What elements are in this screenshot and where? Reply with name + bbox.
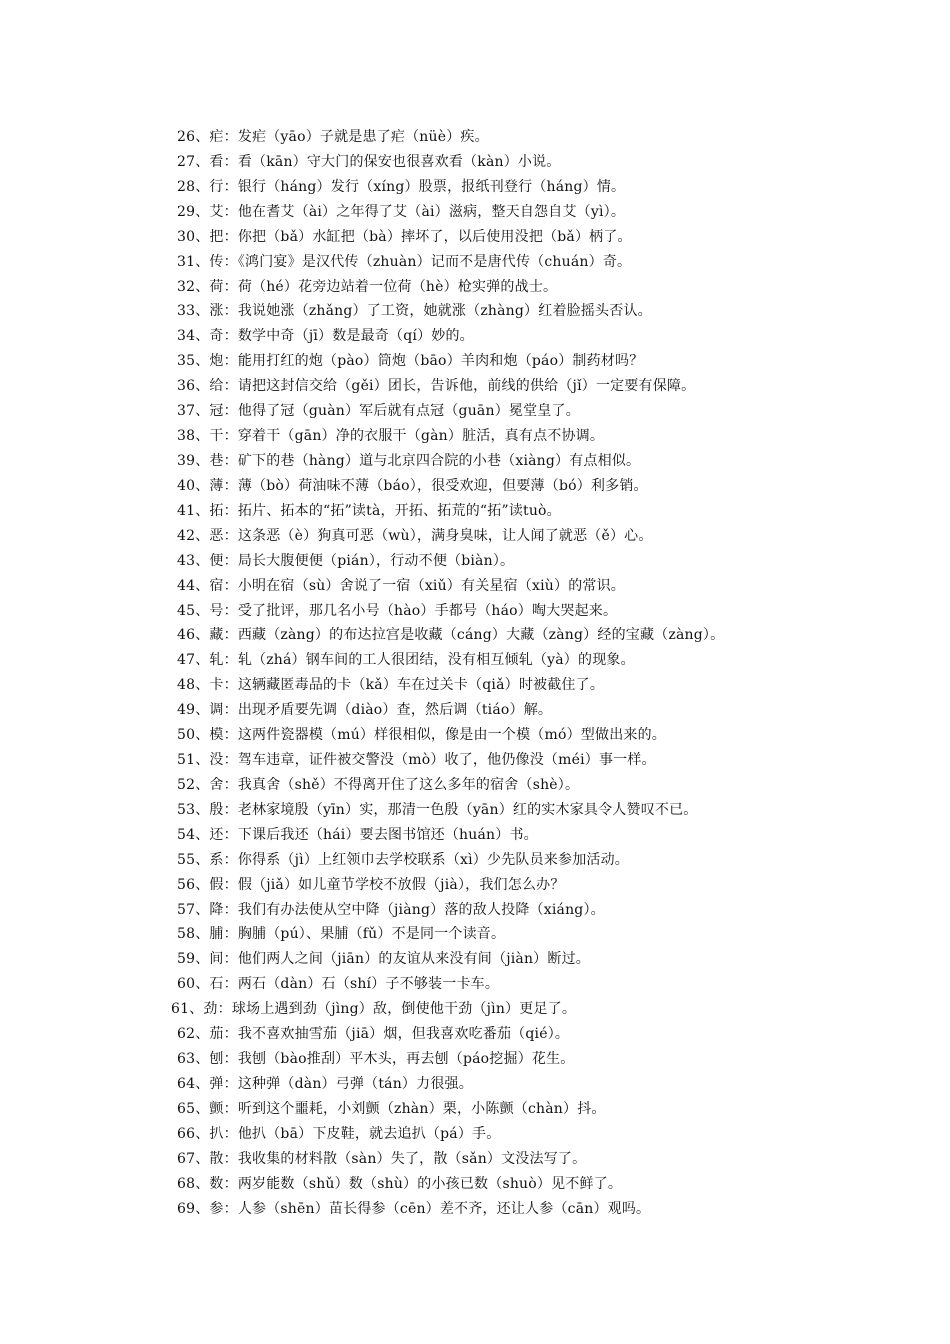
list-item: 34、奇：数学中奇（jī）数是最奇（qí）妙的。 [177, 328, 474, 345]
list-item: 32、荷：荷（hé）花旁边站着一位荷（hè）枪实弹的战士。 [177, 278, 558, 295]
list-item: 42、恶：这条恶（è）狗真可恶（wù），满身臭味，让人闻了就恶（ě）心。 [177, 527, 653, 544]
list-item: 41、拓：拓片、拓本的“拓”读tà，开拓、拓荒的“拓”读tuò。 [177, 502, 561, 519]
list-item: 37、冠：他得了冠（guàn）军后就有点冠（guān）冕堂皇了。 [177, 403, 580, 420]
list-item: 31、传：《鸿门宴》是汉代传（zhuàn）记而不是唐代传（chuán）奇。 [177, 253, 632, 270]
list-item: 57、降：我们有办法使从空中降（jiàng）落的敌人投降（xiáng）。 [177, 901, 605, 918]
list-item: 66、扒：他扒（bā）下皮鞋，就去追扒（pá）手。 [177, 1125, 501, 1142]
list-item: 62、茄：我不喜欢抽雪茄（jiā）烟，但我喜欢吃番茄（qié）。 [177, 1026, 570, 1043]
list-item: 39、巷：矿下的巷（hàng）道与北京四合院的小巷（xiàng）有点相似。 [177, 453, 641, 469]
list-item: 43、便：局长大腹便便（pián），行动不便（biàn）。 [177, 552, 515, 569]
list-item: 55、系：你得系（jì）上红领巾去学校联系（xì）少先队员来参加活动。 [177, 851, 630, 868]
list-item: 27、看：看（kān）守大门的保安也很喜欢看（kàn）小说。 [177, 153, 561, 170]
list-item: 69、参：人参（shēn）苗长得参（cēn）差不齐，还让人参（cān）观吗。 [177, 1200, 651, 1217]
list-item: 50、模：这两件瓷器模（mú）样很相似，像是由一个模（mó）型做出来的。 [177, 727, 667, 744]
list-item: 26、疟：发疟（yāo）子就是患了疟（nüè）疾。 [177, 129, 489, 145]
list-item: 54、还：下课后我还（hái）要去图书馆还（huán）书。 [177, 826, 538, 843]
list-item: 28、行：银行（háng）发行（xíng）股票，报纸刊登行（háng）情。 [177, 178, 626, 195]
list-item: 33、涨：我说她涨（zhǎng）了工资，她就涨（zhàng）红着脸摇头否认。 [177, 303, 652, 320]
list-item: 61、劲：球场上遇到劲（jìng）敌，倒使他干劲（jìn）更足了。 [171, 1001, 577, 1018]
list-item: 68、数：两岁能数（shǔ）数（shù）的小孩已数（shuò）见不鲜了。 [177, 1175, 623, 1192]
list-item: 67、散：我收集的材料散（sàn）失了，散（sǎn）文没法写了。 [177, 1150, 587, 1167]
list-item: 65、颤：听到这个噩耗，小刘颤（zhàn）栗，小陈颤（chàn）抖。 [177, 1100, 606, 1117]
list-item: 46、藏：西藏（zàng）的布达拉宫是收藏（cáng）大藏（zàng）经的宝藏（zàng）。 [177, 627, 725, 644]
list-item: 44、宿：小明在宿（sù）舍说了一宿（xiǔ）有关星宿（xiù）的常识。 [177, 577, 625, 594]
list-item: 56、假：假（jiǎ）如儿童节学校不放假（jià），我们怎么办？ [177, 876, 565, 893]
list-item: 45、号：受了批评，那几名小号（hào）手都号（háo）啕大哭起来。 [177, 602, 618, 619]
list-item: 59、间：他们两人之间（jiān）的友谊从来没有间（jiàn）断过。 [177, 951, 590, 968]
list-item: 64、弹：这种弹（dàn）弓弹（tán）力很强。 [177, 1076, 473, 1092]
list-item: 30、把：你把（bǎ）水缸把（bà）摔坏了，以后使用没把（bǎ）柄了。 [177, 228, 632, 245]
list-item: 35、炮：能用打红的炮（pào）筒炮（bāo）羊肉和炮（páo）制药材吗？ [177, 353, 644, 370]
list-item: 48、卡：这辆藏匿毒品的卡（kǎ）车在过关卡（qiǎ）时被截住了。 [177, 677, 605, 694]
list-item: 49、调：出现矛盾要先调（diào）查，然后调（tiáo）解。 [177, 702, 553, 719]
list-item: 40、薄：薄（bò）荷油味不薄（báo），很受欢迎，但要薄（bó）利多销。 [177, 477, 648, 494]
list-item: 63、刨：我刨（bào推刮）平木头，再去刨（páo挖掘）花生。 [177, 1051, 575, 1067]
list-item: 53、殷：老林家境殷（yīn）实，那清一色殷（yān）红的实木家具令人赞叹不已。 [177, 801, 698, 818]
list-item: 36、给：请把这封信交给（gěi）团长，告诉他，前线的供给（jǐ）一定要有保障。 [177, 378, 696, 395]
list-item: 60、石：两石（dàn）石（shí）子不够装一卡车。 [177, 976, 500, 993]
list-item: 58、脯：胸脯（pú）、果脯（fǔ）不是同一个读音。 [177, 926, 506, 943]
list-item: 52、舍：我真舍（shě）不得离开住了这么多年的宿舍（shè）。 [177, 776, 580, 793]
list-item: 51、没：驾车违章，证件被交警没（mò）收了，他仍像没（méi）事一样。 [177, 752, 656, 768]
list-item: 47、轧：轧（zhá）钢车间的工人很团结，没有相互倾轧（yà）的现象。 [177, 652, 635, 669]
list-item: 29、艾：他在耆艾（ài）之年得了艾（ài）滋病，整天自怨自艾（yì）。 [177, 203, 626, 220]
list-item: 38、干：穿着干（gān）净的衣服干（gàn）脏活，真有点不协调。 [177, 428, 605, 444]
